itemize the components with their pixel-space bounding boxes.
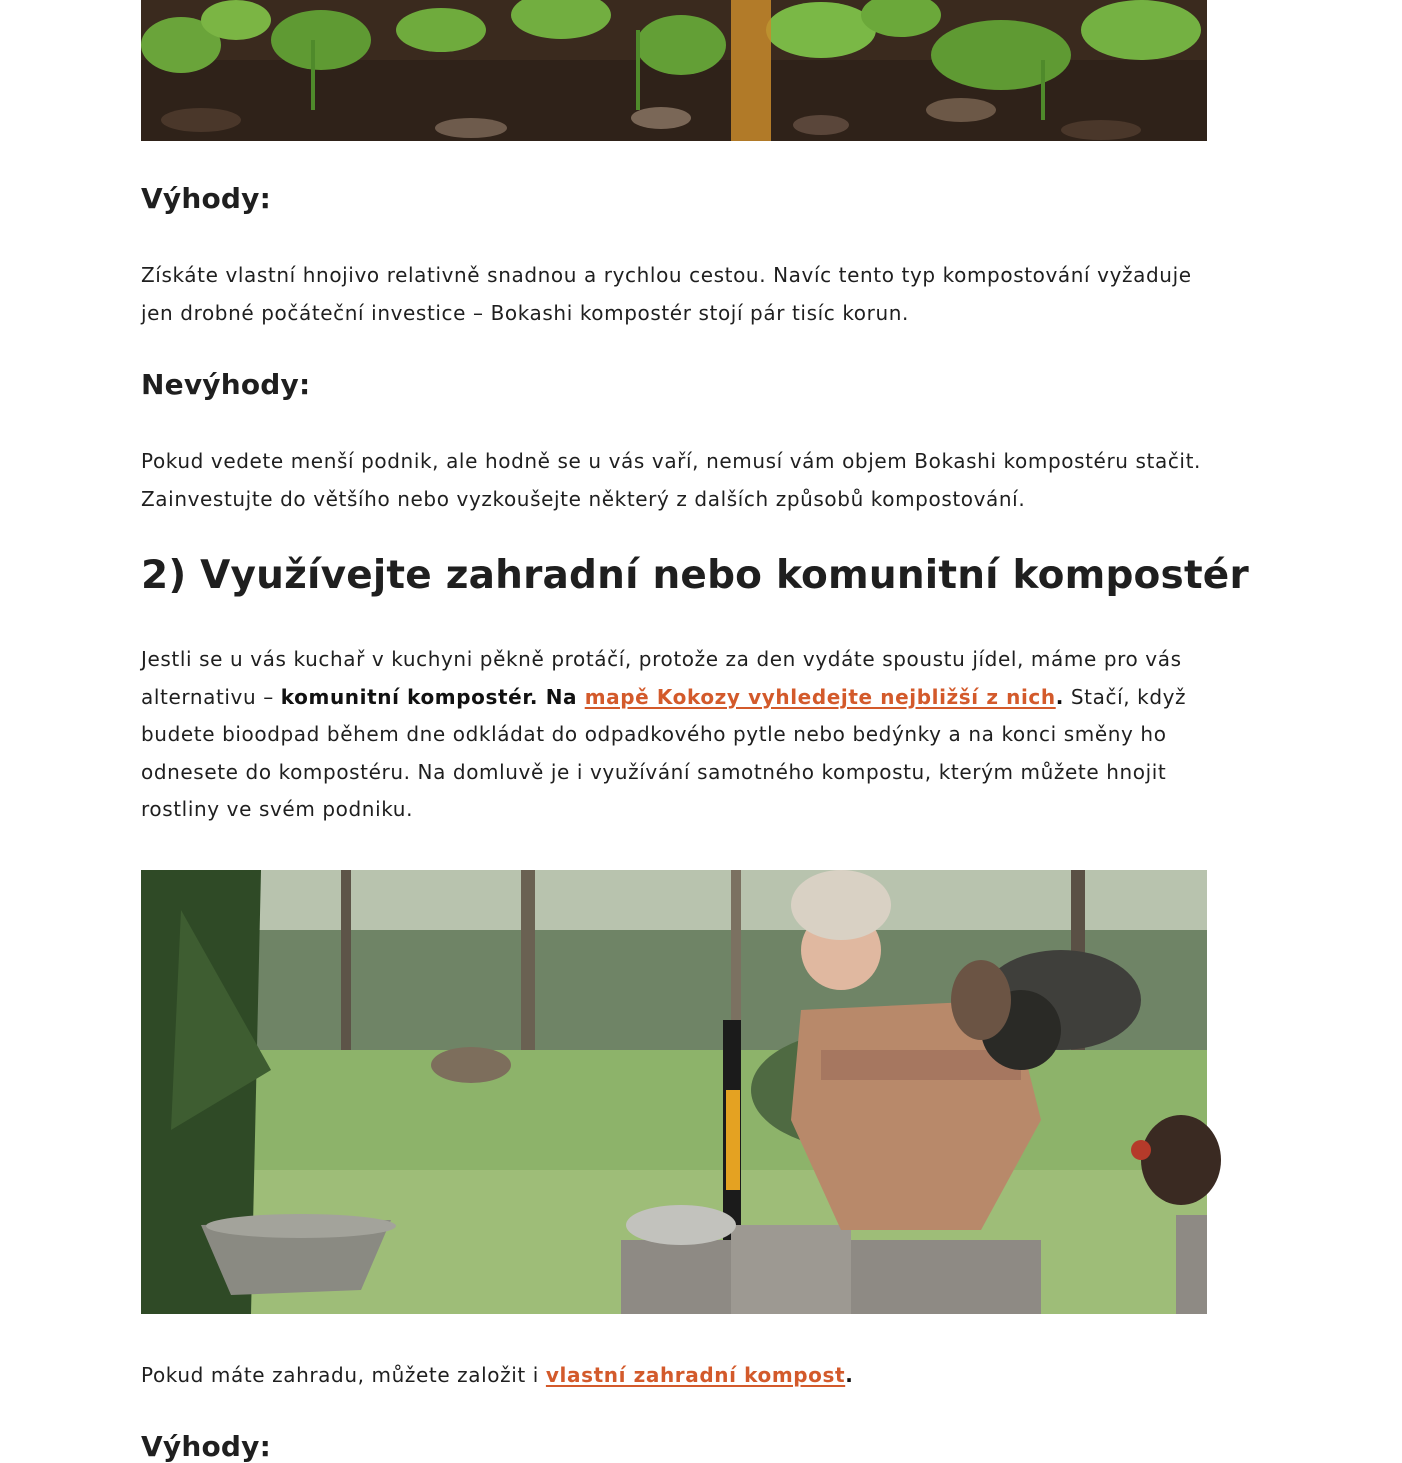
kokoza-map-link[interactable]: mapě Kokozy vyhledejte nejbližší z nich — [584, 684, 1056, 709]
bold-period: . — [845, 1363, 854, 1387]
paragraph-text: Pokud máte zahradu, můžete založit i — [141, 1363, 546, 1387]
bold-text: komunitní kompostér. Na — [280, 684, 585, 709]
disadvantages-heading: Nevýhody: — [141, 368, 311, 401]
advantages-heading: Výhody: — [141, 182, 271, 215]
bold-period: . — [1055, 684, 1064, 709]
paragraph-text-continued: Stačí, když budete bioodpad během dne odkládat do odpadkového pytle nebo bedýnky a na konci směny ho odnesete do kompostéru. Na domluvě je i využívání samotného kompostu, kterým můžete hnojit rostliny ve svém podniku. — [141, 684, 1187, 821]
garden-compost-link[interactable]: vlastní zahradní kompost — [545, 1363, 846, 1387]
paragraph-text: Jestli se u vás kuchař v kuchyni pěkně protáčí, protože za den vydáte spoustu jídel, máme pro vás alternativu – — [141, 647, 1182, 709]
section-2-title: 2) Využívejte zahradní nebo komunitní kompostér — [141, 553, 1249, 598]
seedlings-photo — [141, 0, 1207, 141]
advantages-heading-2: Výhody: — [141, 1430, 271, 1463]
community-composter-paragraph — [141, 641, 1207, 829]
compost-woman-photo — [141, 870, 1207, 1314]
garden-compost-paragraph — [141, 1357, 1207, 1395]
disadvantages-text: Pokud vedete menší podnik, ale hodně se u vás vaří, nemusí vám objem Bokashi kompostéru stačit. Zainvestujte do většího nebo vyzkoušejte některý z dalších způsobů kompostování. — [141, 449, 1201, 511]
advantages-text: Získáte vlastní hnojivo relativně snadnou a rychlou cestou. Navíc tento typ kompostování vyžaduje jen drobné počáteční investice – Bokashi kompostér stojí pár tisíc korun. — [141, 263, 1192, 325]
